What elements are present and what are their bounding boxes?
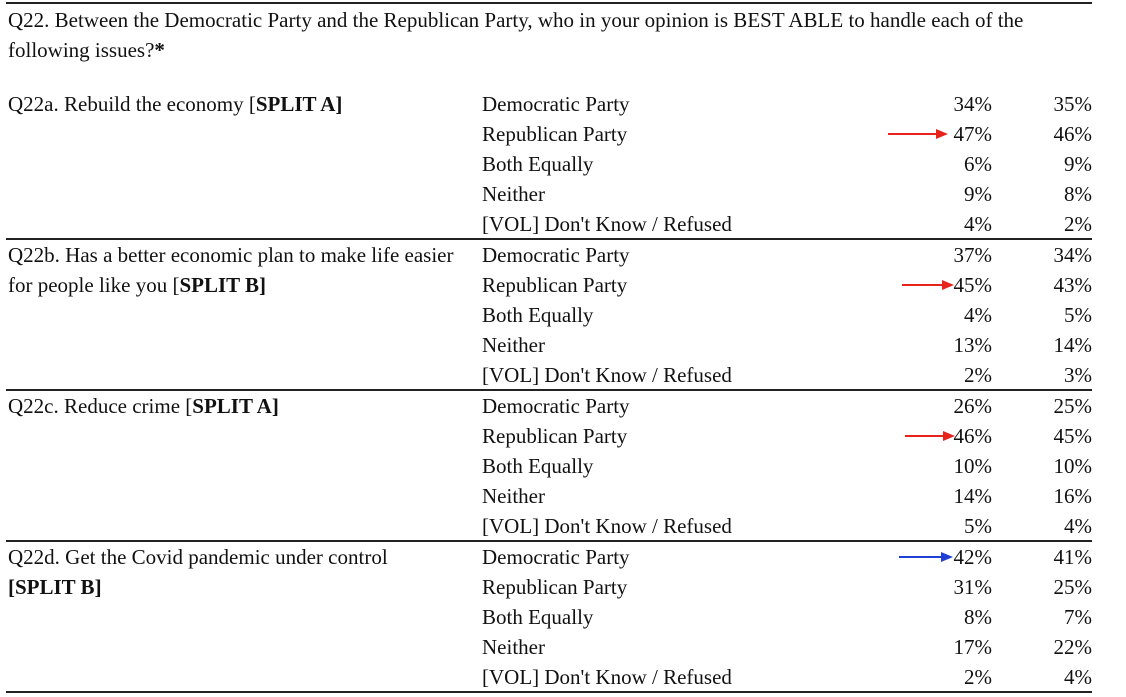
split-label: SPLIT A] xyxy=(255,92,343,116)
table-row xyxy=(6,89,1098,119)
table-row xyxy=(6,451,1098,481)
value-col2: 41% xyxy=(1053,545,1092,569)
value-col2: 10% xyxy=(1053,454,1092,478)
value-col2: 3% xyxy=(1064,363,1092,387)
table-row xyxy=(6,391,1098,421)
question-label-text: Q22b. Has a better economic plan to make life easier for people like you [ xyxy=(8,243,454,297)
option-label: Both Equally xyxy=(482,605,594,629)
value-col2: 8% xyxy=(1064,182,1092,206)
value-col2: 4% xyxy=(1064,665,1092,689)
value-col2: 22% xyxy=(1053,635,1092,659)
value-col1: 4% xyxy=(964,212,992,236)
value-col2: 7% xyxy=(1064,605,1092,629)
option-label: Neither xyxy=(482,635,545,659)
value-col2: 35% xyxy=(1053,92,1092,116)
value-col1: 9% xyxy=(964,182,992,206)
value-col1: 8% xyxy=(964,605,992,629)
value-col1: 2% xyxy=(964,665,992,689)
value-col1: 13% xyxy=(953,333,992,357)
split-label: [SPLIT B] xyxy=(8,575,102,599)
value-col2: 25% xyxy=(1053,394,1092,418)
option-label: [VOL] Don't Know / Refused xyxy=(482,363,732,387)
table-row xyxy=(6,270,1098,300)
question-label-text: Q22d. Get the Covid pandemic under control xyxy=(8,545,388,569)
table-row xyxy=(6,662,1098,692)
table-row xyxy=(6,360,1098,390)
section-divider xyxy=(6,691,1092,693)
option-label: Democratic Party xyxy=(482,243,630,267)
option-label: Both Equally xyxy=(482,454,594,478)
value-col2: 9% xyxy=(1064,152,1092,176)
option-label: Democratic Party xyxy=(482,545,630,569)
value-col2: 46% xyxy=(1053,122,1092,146)
question-asterisk: * xyxy=(154,38,165,62)
value-col1: 26% xyxy=(953,394,992,418)
table-row xyxy=(6,179,1098,209)
table-row xyxy=(6,602,1098,632)
value-col1: 42% xyxy=(953,545,992,569)
value-col1: 17% xyxy=(953,635,992,659)
table-row xyxy=(6,119,1098,149)
top-rule xyxy=(6,2,1092,4)
value-col2: 43% xyxy=(1053,273,1092,297)
section-q22a xyxy=(6,89,1098,240)
value-col2: 2% xyxy=(1064,212,1092,236)
option-label: Democratic Party xyxy=(482,92,630,116)
option-label: Neither xyxy=(482,182,545,206)
value-col1: 45% xyxy=(953,273,992,297)
table-row xyxy=(6,240,1098,270)
option-label: [VOL] Don't Know / Refused xyxy=(482,212,732,236)
value-col1: 37% xyxy=(953,243,992,267)
option-label: Republican Party xyxy=(482,122,628,146)
table-row xyxy=(6,149,1098,179)
question-text: Q22. Between the Democratic Party and the Republican Party, who in your opinion is BEST ABLE to handle each of the following issues? xyxy=(8,8,1024,62)
question-header xyxy=(8,5,1098,65)
option-label: Neither xyxy=(482,333,545,357)
table-row xyxy=(6,421,1098,451)
question-label-text: Q22c. Reduce crime [ xyxy=(8,394,193,418)
table-row xyxy=(6,511,1098,541)
table-row xyxy=(6,632,1098,662)
value-col2: 16% xyxy=(1053,484,1092,508)
option-label: Republican Party xyxy=(482,273,628,297)
option-label: Neither xyxy=(482,484,545,508)
section-q22b xyxy=(6,240,1098,391)
value-col1: 31% xyxy=(953,575,992,599)
value-col1: 10% xyxy=(953,454,992,478)
option-label: Democratic Party xyxy=(482,394,630,418)
table-row xyxy=(6,209,1098,239)
section-q22c xyxy=(6,391,1098,542)
option-label: Both Equally xyxy=(482,152,594,176)
value-col2: 14% xyxy=(1053,333,1092,357)
value-col1: 4% xyxy=(964,303,992,327)
table-row xyxy=(6,300,1098,330)
split-label: SPLIT A] xyxy=(192,394,279,418)
section-q22d xyxy=(6,542,1098,693)
value-col2: 34% xyxy=(1053,243,1092,267)
value-col1: 34% xyxy=(953,92,992,116)
option-label: Both Equally xyxy=(482,303,594,327)
value-col2: 45% xyxy=(1053,424,1092,448)
value-col1: 14% xyxy=(953,484,992,508)
table-row xyxy=(6,572,1098,602)
value-col1: 5% xyxy=(964,514,992,538)
value-col1: 47% xyxy=(953,122,992,146)
value-col2: 4% xyxy=(1064,514,1092,538)
value-col1: 46% xyxy=(953,424,992,448)
option-label: [VOL] Don't Know / Refused xyxy=(482,665,732,689)
value-col1: 6% xyxy=(964,152,992,176)
question-label-text: Q22a. Rebuild the economy [ xyxy=(8,92,256,116)
split-label: SPLIT B] xyxy=(179,273,267,297)
value-col2: 5% xyxy=(1064,303,1092,327)
value-col2: 25% xyxy=(1053,575,1092,599)
table-row xyxy=(6,481,1098,511)
table-row xyxy=(6,330,1098,360)
option-label: Republican Party xyxy=(482,424,628,448)
table-row xyxy=(6,542,1098,572)
value-col1: 2% xyxy=(964,363,992,387)
option-label: Republican Party xyxy=(482,575,628,599)
option-label: [VOL] Don't Know / Refused xyxy=(482,514,732,538)
